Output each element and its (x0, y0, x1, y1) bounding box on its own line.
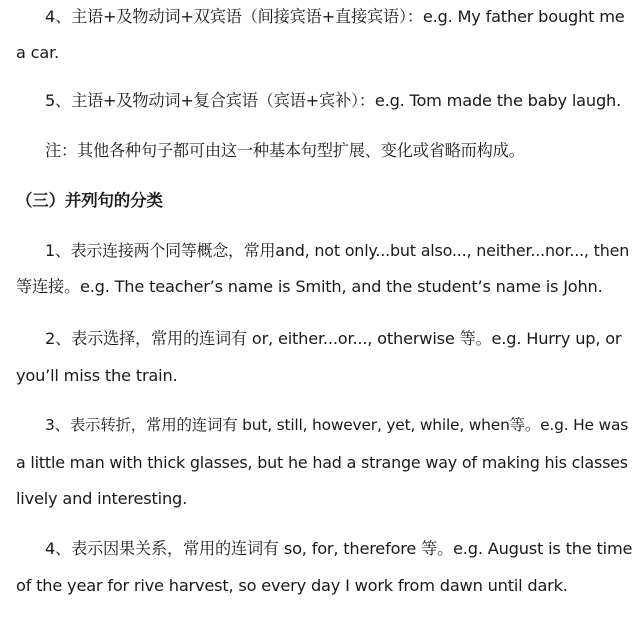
paragraph-pattern-4-line-1: 4、主语+及物动词+双宾语（间接宾语+直接宾语）：e.g. My father bought me (45, 7, 625, 26)
section-heading: （三）并列句的分类 (16, 191, 163, 210)
category-3-line-3: lively and interesting. (16, 489, 188, 508)
category-1-line-2: 等连接。e.g. The teacher’s name is Smith, and the student’s name is John. (16, 277, 603, 296)
paragraph-pattern-5-line-1: 5、主语+及物动词+复合宾语（宾语+宾补）：e.g. Tom made the baby laugh. (45, 91, 622, 110)
category-2-line-1: 2、表示选择，常用的连词有 or, either...or..., otherwise 等。e.g. Hurry up, or (45, 329, 622, 348)
note-line: 注：其他各种句子都可由这一种基本句型扩展、变化或省略而构成。 (45, 141, 525, 160)
category-2-line-2: you’ll miss the train. (16, 366, 178, 385)
category-4-line-1: 4、表示因果关系，常用的连词有 so, for, therefore 等。e.g. August is the time (45, 539, 633, 558)
category-3-line-1: 3、表示转折，常用的连词有 but, still, however, yet, while, when等。e.g. He was (45, 416, 629, 434)
paragraph-pattern-4-line-2: a car. (16, 43, 59, 62)
category-3-line-2: a little man with thick glasses, but he had a strange way of making his classes (16, 453, 628, 472)
category-4-line-2: of the year for rive harvest, so every day I work from dawn until dark. (16, 576, 568, 595)
category-1-line-1: 1、表示连接两个同等概念，常用and, not only...but also..., neither...nor..., then (45, 241, 630, 260)
